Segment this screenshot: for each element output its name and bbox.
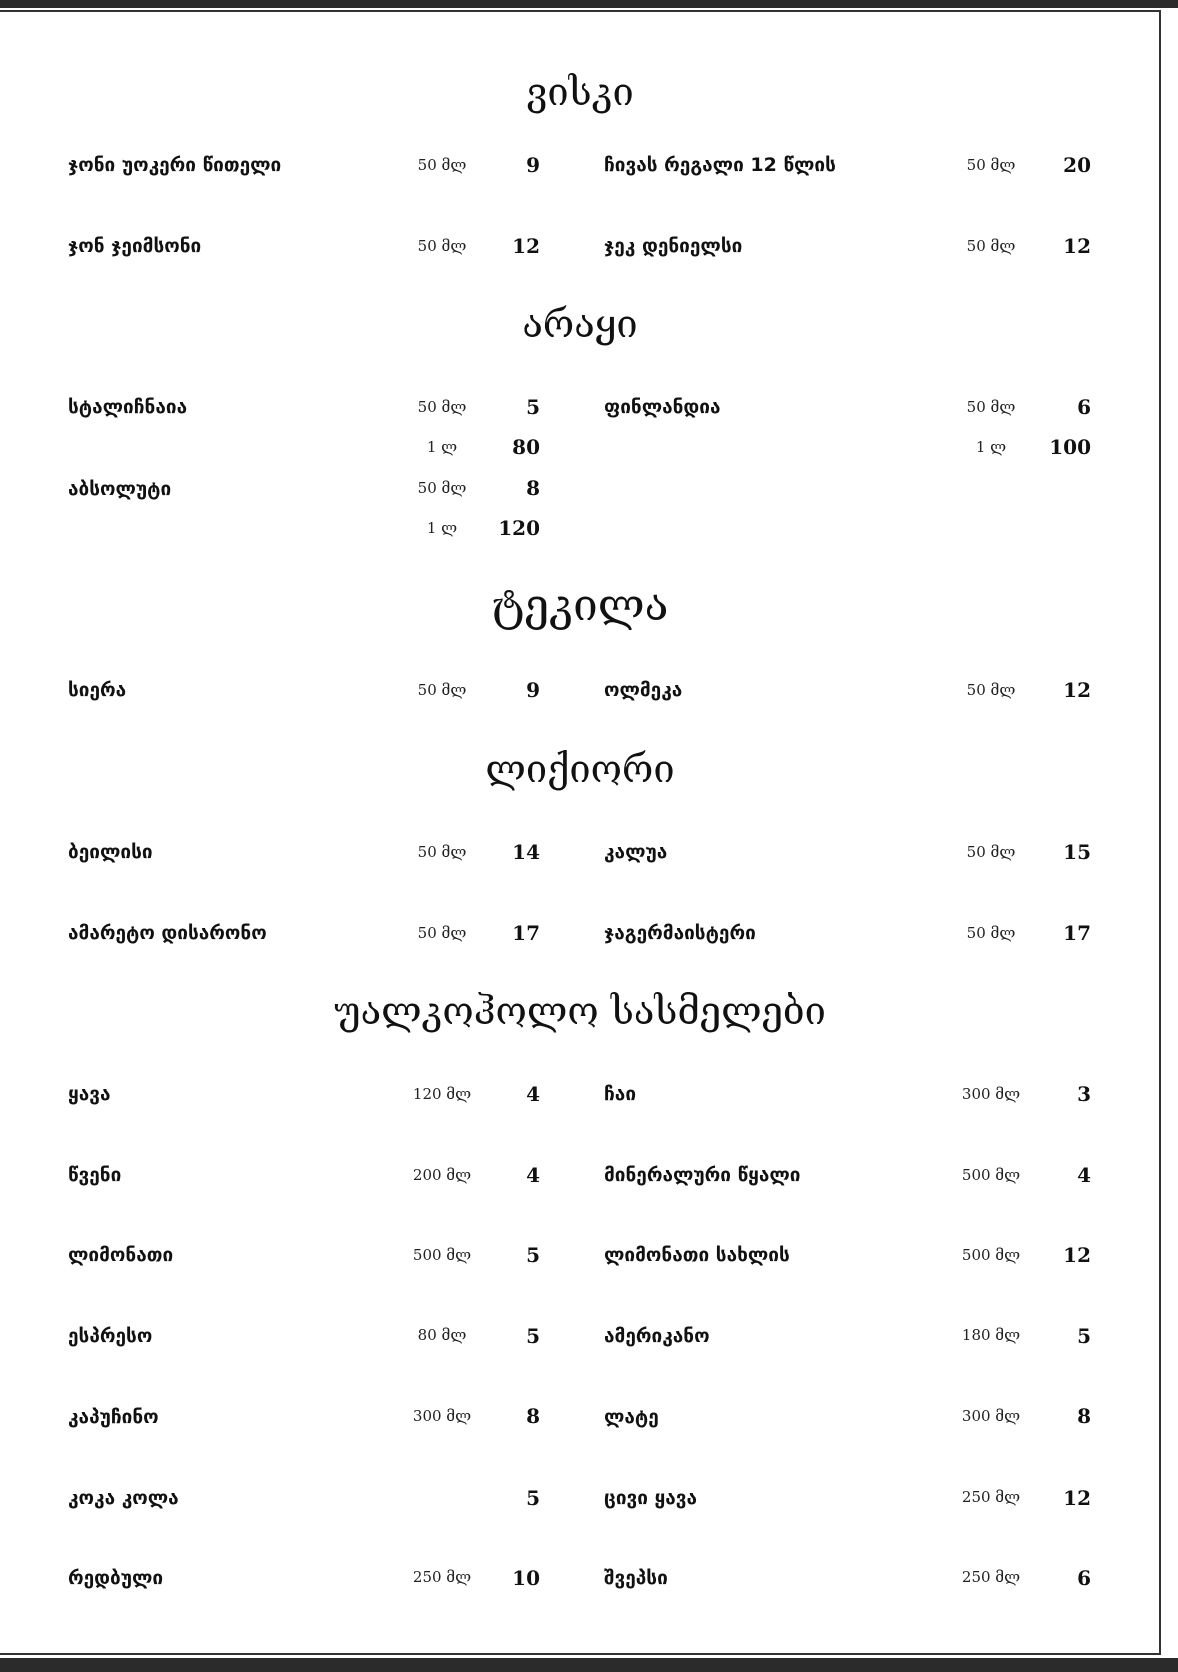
item-name: ჩივას რეგალი 12 წლის	[604, 154, 836, 176]
item-name: ბეილისი	[68, 841, 153, 863]
item-volume: 300 მლ	[961, 1407, 1021, 1425]
item-volume: 50 მლ	[417, 398, 467, 416]
item-name: კოკა კოლა	[68, 1487, 179, 1509]
item-volume: 500 მლ	[961, 1246, 1021, 1264]
item-name: კალუა	[604, 841, 668, 863]
item-price: 5	[526, 1324, 540, 1348]
item-name: შვეპსი	[604, 1567, 668, 1589]
section-title-tequila: ტეკილა	[491, 580, 669, 631]
item-volume: 120 მლ	[412, 1085, 472, 1103]
item-name: ლატე	[604, 1406, 659, 1428]
item-name: ჯეკ დენიელსი	[604, 235, 743, 257]
item-volume: 300 მლ	[412, 1407, 472, 1425]
item-price: 5	[1077, 1324, 1091, 1348]
item-volume: 50 მლ	[417, 479, 467, 497]
item-volume: 200 მლ	[412, 1166, 472, 1184]
section-title-vodka: არაყი	[522, 302, 638, 346]
item-price: 17	[512, 921, 540, 945]
item-price: 9	[526, 153, 540, 177]
item-price: 10	[512, 1566, 540, 1590]
item-volume: 500 მლ	[961, 1166, 1021, 1184]
item-volume: 50 მლ	[966, 237, 1016, 255]
item-volume: 80 მლ	[417, 1326, 467, 1344]
item-name: კაპუჩინო	[68, 1406, 159, 1428]
item-name: ოლმეკა	[604, 679, 683, 701]
item-volume: 50 მლ	[417, 924, 467, 942]
item-price: 6	[1077, 395, 1091, 419]
item-name: ჯონი უოკერი წითელი	[68, 154, 282, 176]
item-price-secondary: 120	[498, 516, 540, 540]
item-price: 15	[1063, 840, 1091, 864]
item-name: აბსოლუტი	[68, 478, 172, 500]
item-volume: 300 მლ	[961, 1085, 1021, 1103]
item-volume: 50 მლ	[417, 681, 467, 699]
item-name: ამერიკანო	[604, 1325, 710, 1347]
item-volume: 50 მლ	[966, 156, 1016, 174]
item-volume: 50 მლ	[966, 843, 1016, 861]
bottom-border-bar	[0, 1658, 1178, 1672]
item-price: 12	[512, 234, 540, 258]
item-price: 8	[1077, 1404, 1091, 1428]
section-title-whisky: ვისკი	[526, 70, 634, 114]
item-volume: 50 მლ	[417, 843, 467, 861]
item-name: ჯაგერმაისტერი	[604, 922, 756, 944]
item-volume: 180 მლ	[961, 1326, 1021, 1344]
item-price-secondary: 100	[1049, 435, 1091, 459]
item-volume-secondary: 1 ლ	[975, 438, 1007, 456]
item-name: ცივი ყავა	[604, 1487, 698, 1509]
item-price: 6	[1077, 1566, 1091, 1590]
item-volume: 50 მლ	[966, 681, 1016, 699]
item-name: ჯონ ჯეიმსონი	[68, 235, 202, 257]
section-title-soft-drinks: უალკოჰოლო სასმელები	[334, 989, 826, 1033]
item-price: 20	[1063, 153, 1091, 177]
item-name: ლიმონათი სახლის	[604, 1244, 790, 1266]
item-name: სიერა	[68, 679, 127, 701]
item-volume: 250 მლ	[412, 1568, 472, 1586]
item-price: 4	[1077, 1163, 1091, 1187]
item-volume-secondary: 1 ლ	[426, 438, 458, 456]
item-volume: 50 მლ	[966, 924, 1016, 942]
item-price: 5	[526, 1486, 540, 1510]
item-name: ესპრესო	[68, 1325, 153, 1347]
item-price: 4	[526, 1082, 540, 1106]
item-name: ლიმონათი	[68, 1244, 174, 1266]
section-title-liqueur: ლიქიორი	[485, 747, 675, 791]
item-price: 4	[526, 1163, 540, 1187]
item-volume-secondary: 1 ლ	[426, 519, 458, 537]
item-name: ამარეტო დისარონო	[68, 922, 267, 944]
item-price-secondary: 80	[512, 435, 540, 459]
item-volume: 250 მლ	[961, 1568, 1021, 1586]
item-price: 14	[512, 840, 540, 864]
item-name: რედბული	[68, 1567, 164, 1589]
item-price: 12	[1063, 678, 1091, 702]
item-price: 5	[526, 395, 540, 419]
item-name: ყავა	[68, 1083, 111, 1105]
item-price: 9	[526, 678, 540, 702]
item-price: 3	[1077, 1082, 1091, 1106]
item-name: წვენი	[68, 1164, 122, 1186]
item-name: მინერალური წყალი	[604, 1164, 801, 1186]
item-name: ფინლანდია	[604, 396, 721, 418]
item-price: 8	[526, 1404, 540, 1428]
item-name: ჩაი	[604, 1083, 637, 1105]
item-volume: 250 მლ	[961, 1488, 1021, 1506]
item-volume: 500 მლ	[412, 1246, 472, 1264]
item-price: 12	[1063, 234, 1091, 258]
item-price: 5	[526, 1243, 540, 1267]
item-price: 8	[526, 476, 540, 500]
item-price: 12	[1063, 1243, 1091, 1267]
item-price: 17	[1063, 921, 1091, 945]
item-volume: 50 მლ	[966, 398, 1016, 416]
item-price: 12	[1063, 1486, 1091, 1510]
item-volume: 50 მლ	[417, 237, 467, 255]
item-name: სტალიჩნაია	[68, 396, 188, 418]
item-volume: 50 მლ	[417, 156, 467, 174]
